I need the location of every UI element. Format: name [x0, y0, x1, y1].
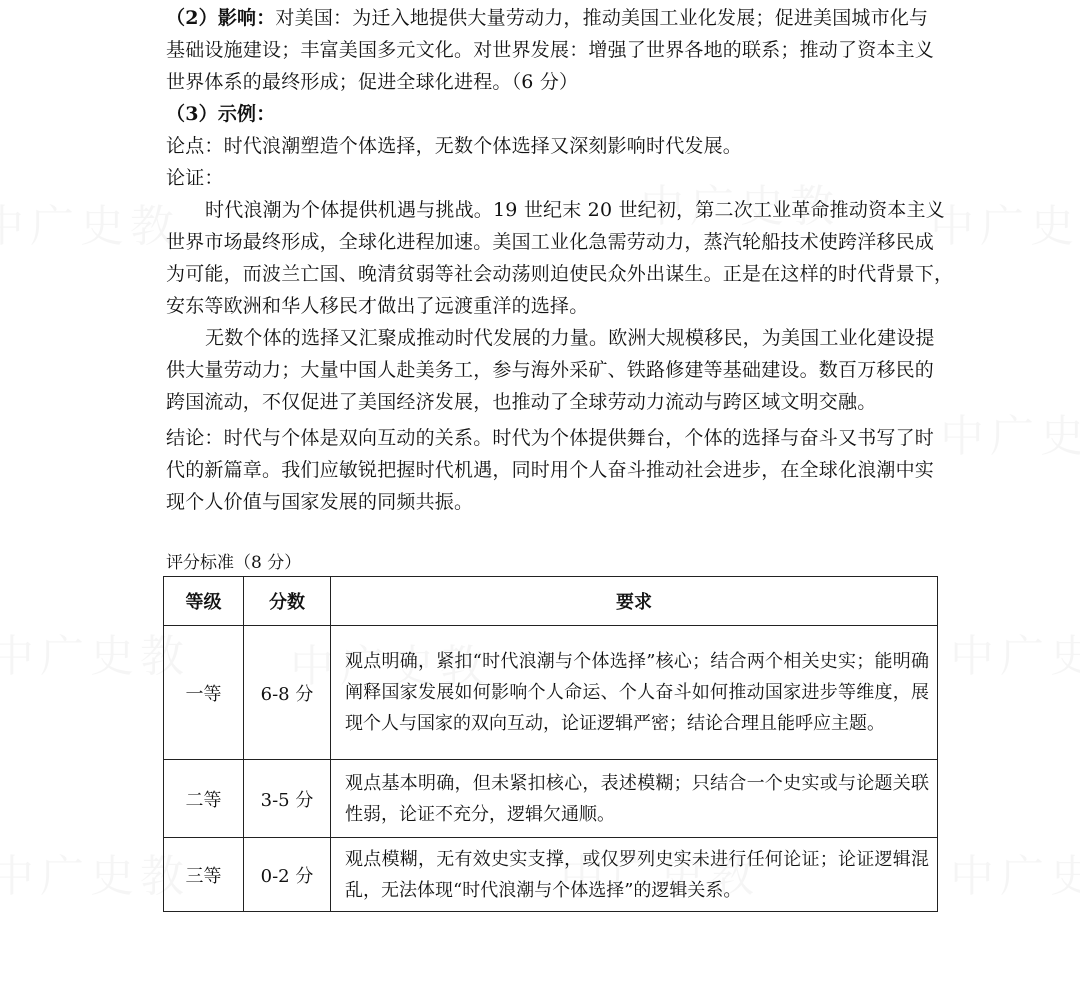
requirement-cell: 观点模糊，无有效史实支撑，或仅罗列史实未进行任何论证；论证逻辑混乱，无法体现“时代浪潮与个体选择”的逻辑关系。 — [331, 838, 938, 912]
section2-text: 对美国：为迁入地提供大量劳动力，推动美国工业化发展；促进美国城市化与 — [275, 7, 929, 29]
para1-line-2: 世界市场最终形成，全球化进程加速。美国工业化急需劳动力，蒸汽轮船技术使跨洋移民成 — [166, 231, 935, 253]
table-row — [164, 838, 938, 912]
argument-label: 论证： — [166, 167, 224, 189]
para1-line-4: 安东等欧洲和华人移民才做出了远渡重洋的选择。 — [166, 295, 589, 317]
grade-cell: 三等 — [164, 838, 244, 912]
para1-line-3: 为可能，而波兰亡国、晚清贫弱等社会动荡则迫使民众外出谋生。正是在这样的时代背景下， — [166, 263, 954, 285]
requirement-cell: 观点基本明确，但未紧扣核心，表述模糊；只结合一个史实或与论题关联性弱，论证不充分，逻辑欠通顺。 — [331, 760, 938, 838]
grade-cell: 二等 — [164, 760, 244, 838]
header-requirement: 要求 — [331, 577, 938, 626]
watermark — [0, 190, 180, 254]
para2-line-1: 无数个体的选择又汇聚成推动时代发展的力量。欧洲大规模移民，为美国工业化建设提 — [205, 327, 935, 349]
score-cell: 0-2 分 — [244, 838, 331, 912]
watermark — [950, 620, 1080, 684]
watermark — [950, 840, 1080, 904]
section2-line-3: 世界体系的最终形成；促进全球化进程。（6 分） — [166, 71, 579, 93]
conclusion-line-3: 现个人价值与国家发展的同频共振。 — [166, 491, 474, 513]
watermark — [0, 620, 190, 684]
rubric-caption: 评分标准（8 分） — [166, 553, 302, 573]
header-grade: 等级 — [164, 577, 244, 626]
section2-line-2: 基础设施建设；丰富美国多元文化。对世界发展：增强了世界各地的联系；推动了资本主义 — [166, 39, 935, 61]
table-row — [164, 760, 938, 838]
section2-line-1 — [166, 6, 929, 30]
grade-cell: 一等 — [164, 626, 244, 760]
table-header-row — [164, 577, 938, 626]
score-cell: 6-8 分 — [244, 626, 331, 760]
para1-line-1: 时代浪潮为个体提供机遇与挑战。19 世纪末 20 世纪初，第二次工业革命推动资本主义 — [205, 199, 945, 221]
section2-label: （2）影响： — [166, 7, 276, 29]
para2-line-2: 供大量劳动力；大量中国人赴美务工，参与海外采矿、铁路修建等基础建设。数百万移民的 — [166, 359, 935, 381]
thesis: 论点：时代浪潮塑造个体选择，无数个体选择又深刻影响时代发展。 — [166, 135, 743, 157]
requirement-cell: 观点明确，紧扣“时代浪潮与个体选择”核心；结合两个相关史实；能明确阐释国家发展如何影响个人命运、个人奋斗如何推动国家进步等维度，展现个人与国家的双向互动，论证逻辑严密；结论合理且能呼应主题。 — [331, 626, 938, 760]
watermark — [0, 840, 190, 904]
watermark — [930, 190, 1080, 254]
section3-label: （3）示例： — [166, 103, 276, 125]
conclusion-line-2: 代的新篇章。我们应敏锐把握时代机遇，同时用个人奋斗推动社会进步，在全球化浪潮中实 — [166, 459, 935, 481]
table-row — [164, 626, 938, 760]
conclusion-line-1: 结论：时代与个体是双向互动的关系。时代为个体提供舞台，个体的选择与奋斗又书写了时 — [166, 427, 935, 449]
rubric-table — [163, 576, 938, 912]
watermark — [940, 400, 1080, 464]
header-score: 分数 — [244, 577, 331, 626]
para2-line-3: 跨国流动，不仅促进了美国经济发展，也推动了全球劳动力流动与跨区域文明交融。 — [166, 391, 877, 413]
score-cell: 3-5 分 — [244, 760, 331, 838]
